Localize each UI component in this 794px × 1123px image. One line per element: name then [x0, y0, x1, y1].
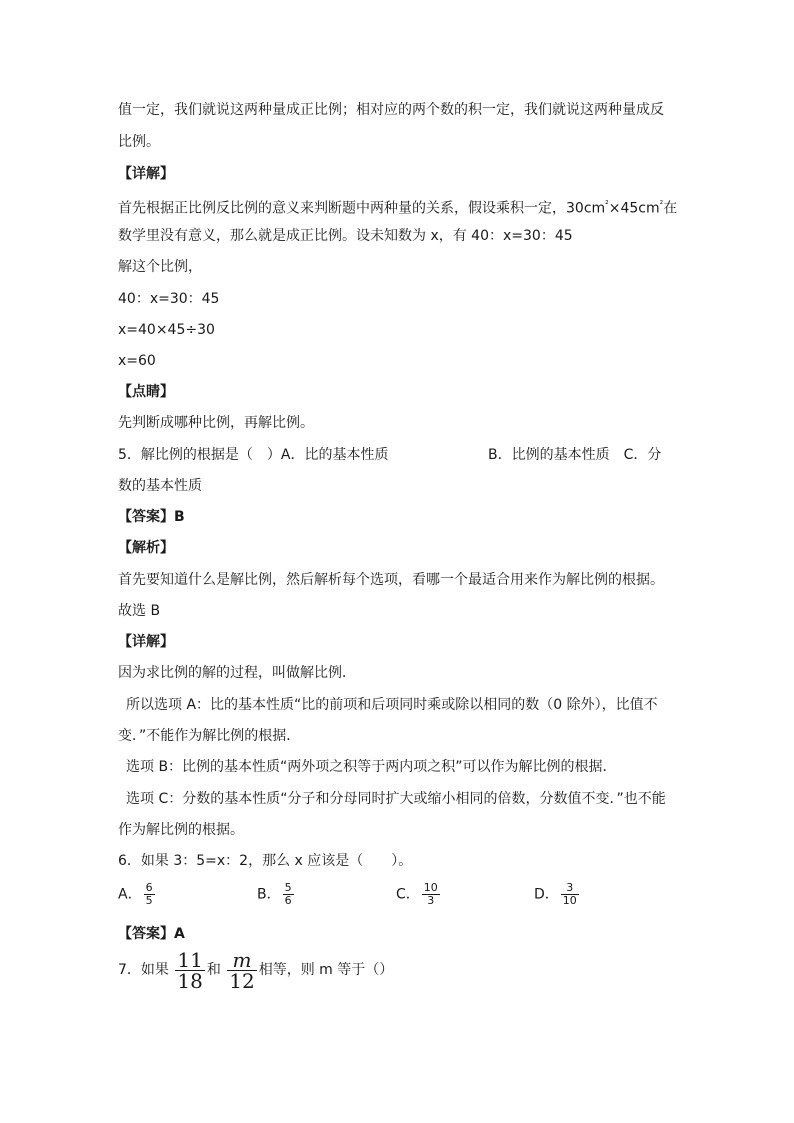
fraction-numerator: 3: [561, 882, 579, 895]
fraction: [144, 882, 155, 907]
equation-line: x=60: [118, 353, 156, 369]
fraction: [422, 882, 440, 907]
option-label: C．: [396, 886, 420, 903]
text-fragment: ×45cm: [608, 200, 660, 217]
answer-label: 【答案】A: [118, 926, 185, 942]
text-line: 选项 C：分数的基本性质“分子和分母同时扩大或缩小相同的倍数，分数值不变．”也不能: [126, 791, 666, 807]
equation-line: x=40×45÷30: [118, 322, 215, 338]
question-text: 5．解比例的根据是（ ）A．比的基本性质: [118, 447, 389, 463]
question-text: 7．如果: [118, 962, 169, 978]
text-line: 比例。: [118, 134, 160, 150]
text-line: 所以选项 A：比的基本性质“比的前项和后项同时乘或除以相同的数（0 除外），比值不: [126, 697, 658, 713]
question-text: 相等，则 m 等于（）: [258, 962, 394, 978]
fraction-denominator: 5: [145, 894, 153, 907]
text-line: [118, 195, 677, 219]
option-a: [118, 882, 157, 907]
fraction: [283, 882, 294, 907]
question-5: [118, 445, 678, 465]
fraction: [175, 947, 204, 993]
text-line: 值一定，我们就说这两种量成正比例；相对应的两个数的积一定，我们就说这两种量成反: [118, 102, 664, 118]
fraction-denominator: 12: [229, 968, 255, 993]
option-c: [396, 882, 442, 907]
text-fragment: 在: [663, 200, 678, 217]
fraction-denominator: 10: [562, 894, 577, 907]
question-text: B．比例的基本性质 C．分: [488, 447, 662, 463]
text-line: 作为解比例的根据。: [118, 822, 244, 838]
text-line: 数学里没有意义，那么就是成正比例。设未知数为 x，有 40：x=30：45: [118, 228, 573, 244]
fraction-denominator: 18: [177, 968, 203, 993]
superscript: ²: [659, 200, 664, 210]
question-6: 6．如果 3：5=x：2，那么 x 应该是（ ）。: [118, 853, 413, 869]
fraction-denominator: 3: [427, 894, 435, 907]
section-heading-analysis: 【解析】: [118, 540, 174, 556]
section-heading-note: 【点睛】: [118, 384, 174, 400]
fraction-numerator: m: [227, 950, 256, 971]
option-label: A．: [118, 886, 142, 903]
fraction: [561, 882, 579, 907]
fraction-numerator: 5: [284, 881, 292, 894]
text-line: 因为求比例的解的过程，叫做解比例．: [118, 665, 356, 681]
fraction-numerator: 10: [423, 881, 438, 894]
fraction-numerator: 11: [177, 947, 203, 972]
answer-label: 【答案】B: [118, 509, 185, 525]
superscript: ²: [605, 200, 609, 210]
question-text: 数的基本性质: [118, 478, 202, 494]
fraction-denominator: 6: [284, 894, 292, 907]
section-heading-detail: 【详解】: [118, 166, 174, 182]
equation-line: 40：x=30：45: [118, 291, 220, 307]
fraction-numerator: 6: [145, 881, 153, 894]
fraction: [227, 947, 256, 993]
text-line: 变．”不能作为解比例的根据．: [118, 728, 301, 744]
text-line: 解这个比例，: [118, 259, 202, 275]
question-6-options: [118, 882, 638, 914]
option-d: [534, 882, 581, 907]
option-label: D．: [534, 886, 559, 903]
text-line: 先判断成哪种比例，再解比例。: [118, 415, 314, 431]
text-line: 首先要知道什么是解比例，然后解析每个选项，看哪一个最适合用来作为解比例的根据。: [118, 572, 664, 588]
question-7: [118, 948, 393, 992]
question-text: 和: [206, 962, 221, 978]
text-fragment: 首先根据正比例反比例的意义来判断题中两种量的关系，假设乘积一定，30cm: [118, 200, 606, 217]
text-line: 故选 B: [118, 603, 161, 619]
section-heading-detail: 【详解】: [118, 634, 174, 650]
option-b: [257, 882, 296, 907]
option-label: B．: [257, 886, 281, 903]
text-line: 选项 B：比例的基本性质“两外项之积等于两内项之积”可以作为解比例的根据．: [126, 759, 617, 775]
